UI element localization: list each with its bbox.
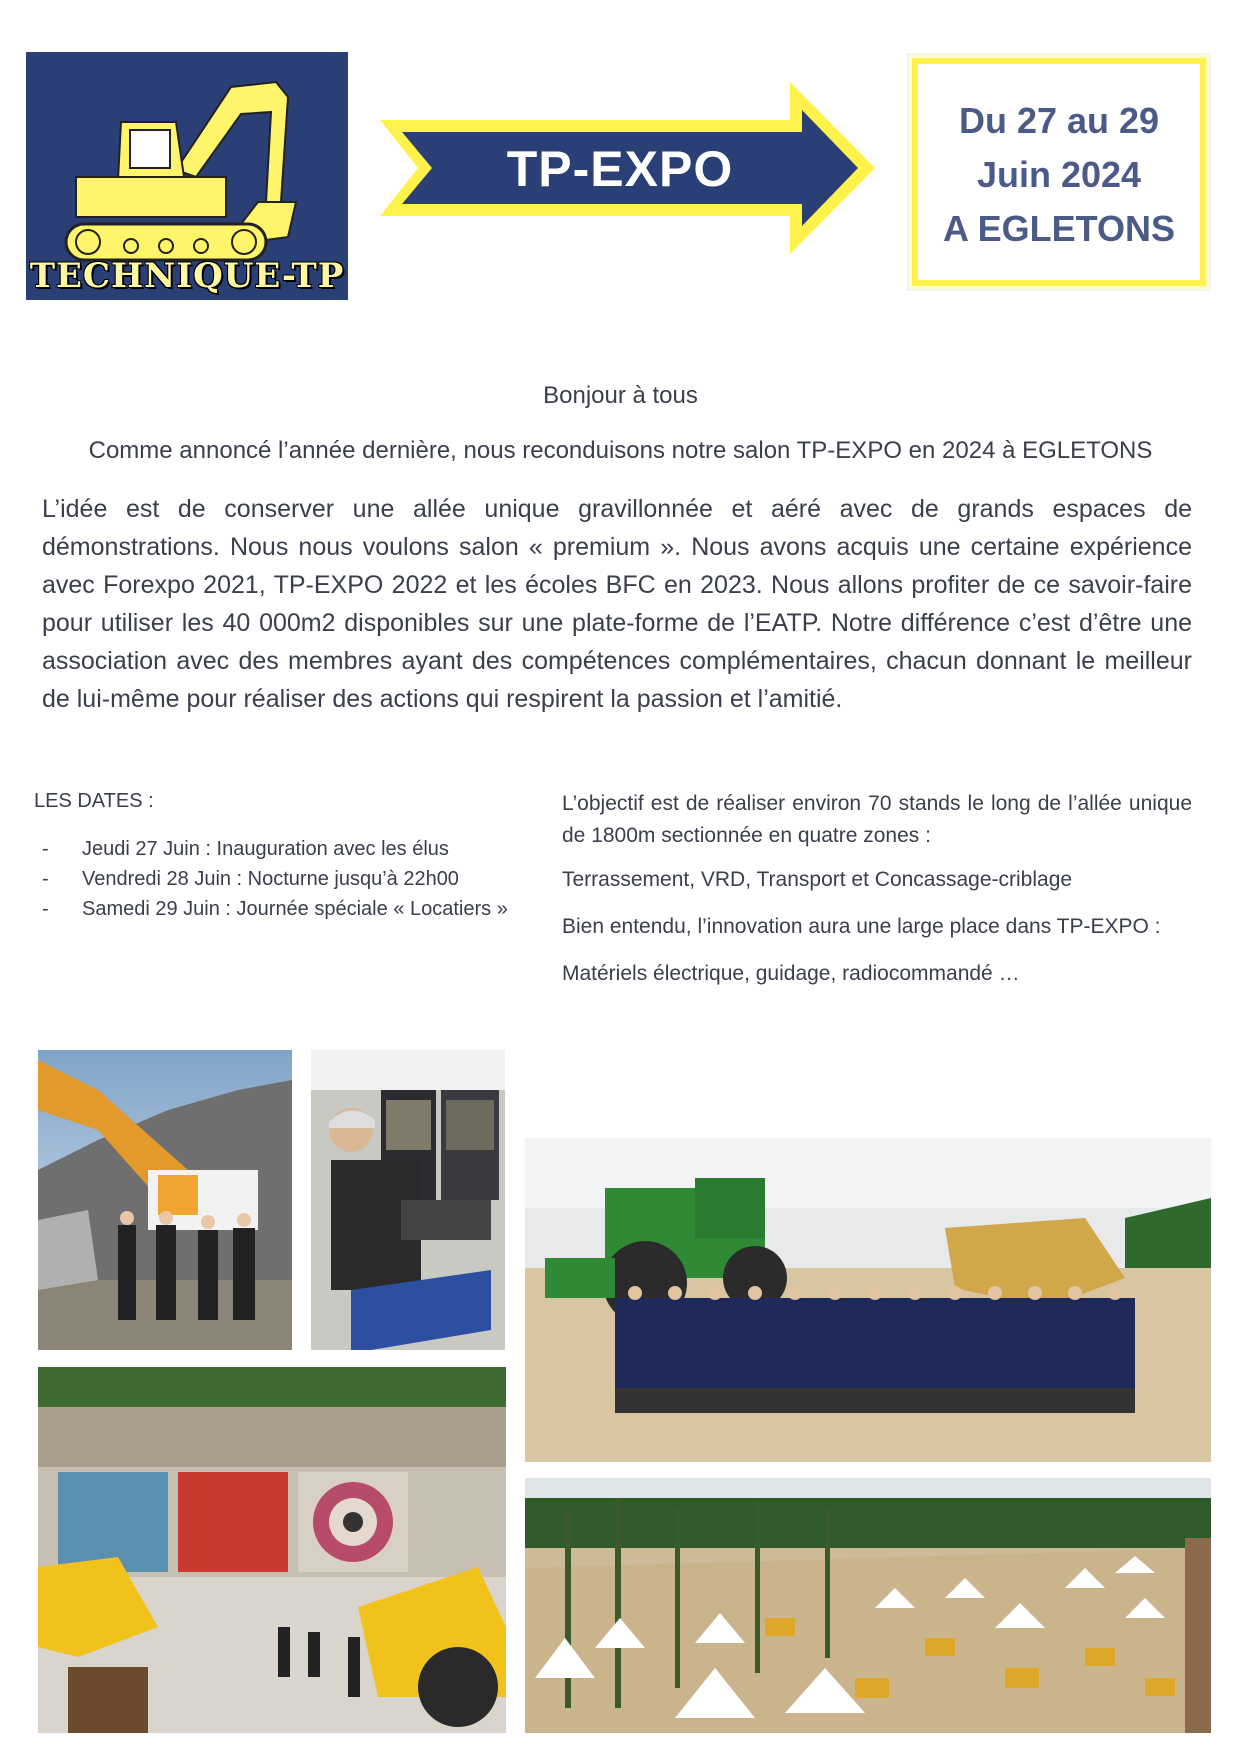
photo-team-tractor — [525, 1138, 1211, 1462]
materials-text: Matériels électrique, guidage, radiocommandé … — [562, 962, 1020, 985]
objective-text: L’objectif est de réaliser environ 70 stands le long de l’allée unique de 1800m sectionnée en quatre zones : — [562, 792, 1192, 847]
logo-text: TECHNIQUE-TP — [29, 256, 345, 296]
date-item-text: Samedi 29 Juin : Journée spéciale « Locatiers » — [82, 898, 508, 920]
photo-aerial-site — [525, 1478, 1211, 1733]
zones-text: Terrassement, VRD, Transport et Concassage-criblage — [562, 868, 1073, 891]
photo-simulator — [311, 1050, 505, 1350]
date-item-text: Jeudi 27 Juin : Inauguration avec les élus — [82, 838, 449, 860]
date-box — [912, 58, 1206, 286]
event-name: TP-EXPO — [506, 141, 734, 197]
date-item: - Jeudi 27 Juin : Inauguration avec les élus — [42, 838, 449, 860]
body-paragraph: L’idée est de conserver une allée unique gravillonnée et aéré avec de grands espaces de démonstrations. Nous nous voulons salon « premium ». Nous avons acquis une certaine expérience avec Forexpo 2021, TP-EXPO 2022 et les écoles BFC en 2023. Nous allons profiter de ce savoir-faire pour utiliser les 40 000m2 disponibles sur une plate-forme de l’EATP. Notre différence c’est d’être une association avec des membres ayant des compétences complémentaires, chacun donnant le meilleur de lui-même pour réaliser des actions qui respirent la passion et l’amitié. — [42, 495, 1192, 713]
date-item: - Vendredi 28 Juin : Nocturne jusqu’à 22h00 — [42, 868, 459, 890]
date-line-2: Juin 2024 — [976, 154, 1142, 195]
date-line-1: Du 27 au 29 — [958, 100, 1160, 141]
greeting: Bonjour à tous — [543, 382, 698, 409]
technique-tp-logo — [26, 52, 348, 300]
intro-sentence: Comme annoncé l’année dernière, nous reconduisons notre salon TP-EXPO en 2024 à EGLETONS — [88, 437, 1153, 464]
date-item-text: Vendredi 28 Juin : Nocturne jusqu’à 22h00 — [82, 868, 459, 890]
date-line-3: A EGLETONS — [942, 208, 1176, 249]
innovation-text: Bien entendu, l’innovation aura une large place dans TP-EXPO : — [562, 915, 1161, 938]
dates-list — [34, 834, 508, 924]
photo-excavator-group — [38, 1050, 292, 1350]
dates-title: LES DATES : — [34, 790, 154, 812]
date-item: - Samedi 29 Juin : Journée spéciale « Locatiers » — [42, 898, 508, 920]
photo-quarry-murals — [38, 1367, 506, 1733]
